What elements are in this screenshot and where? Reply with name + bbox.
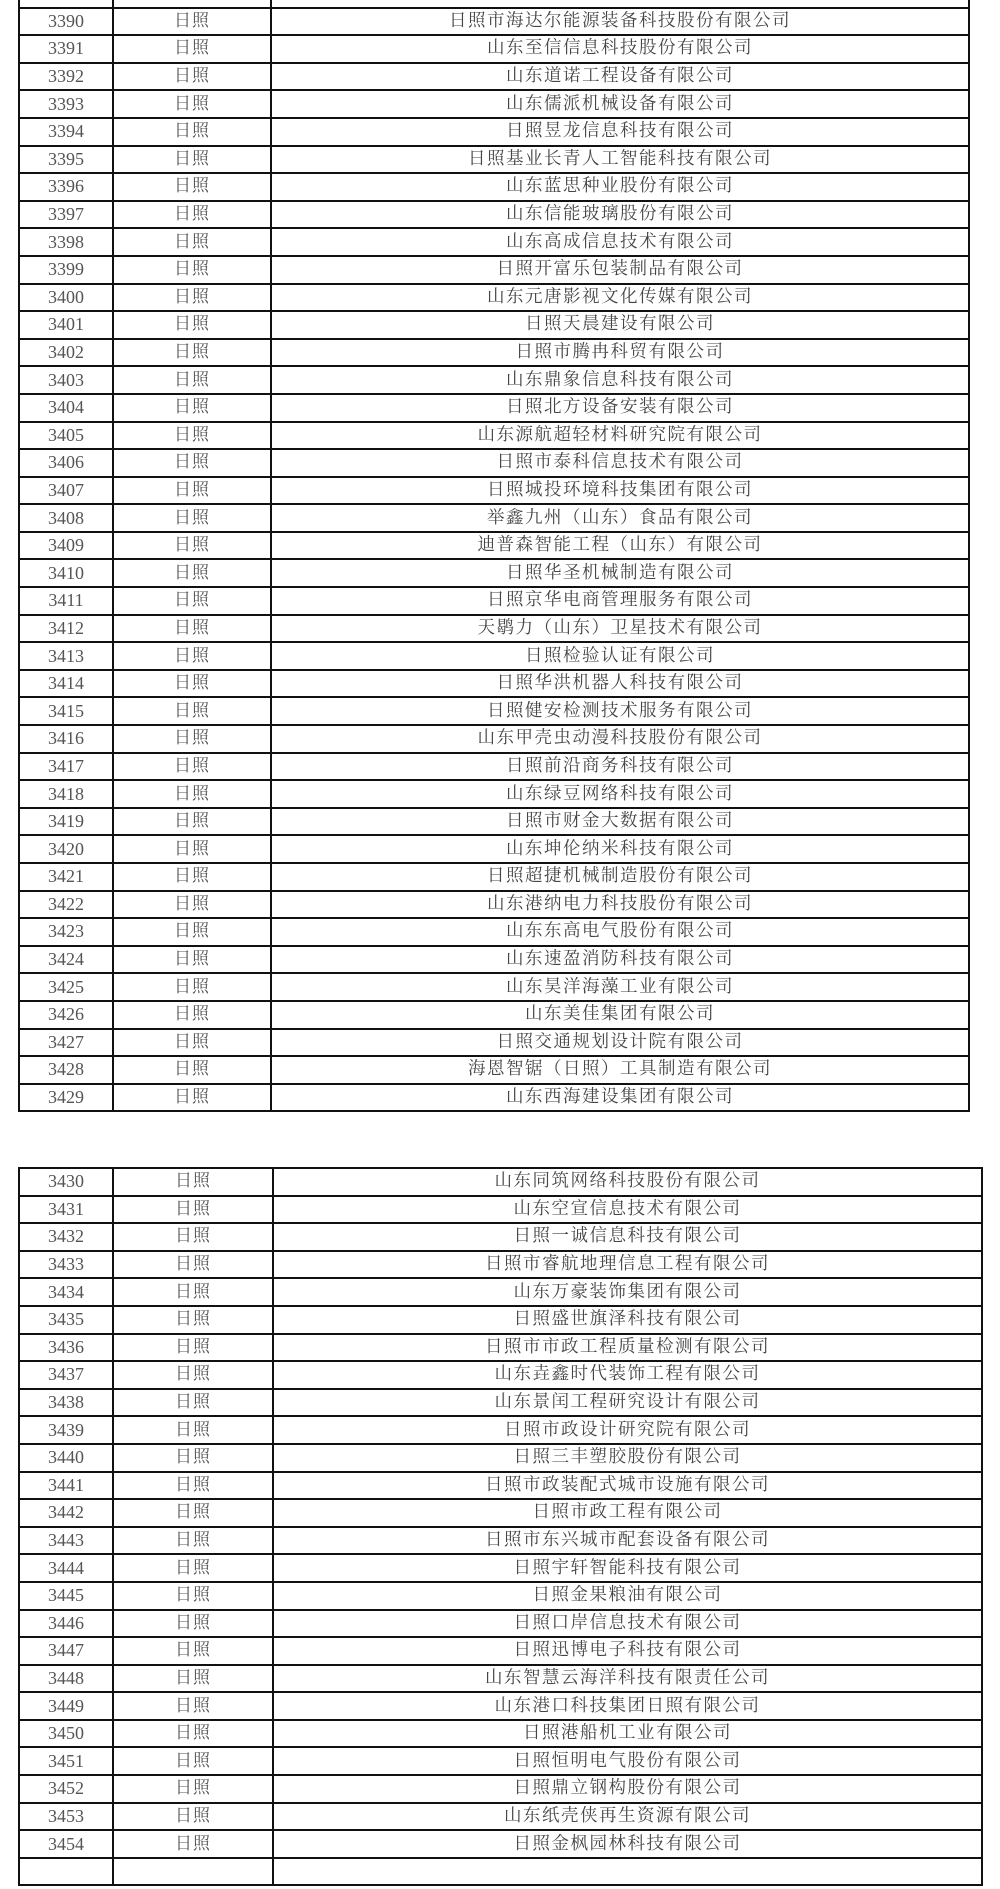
row-city: 日照 [113, 1444, 273, 1472]
row-number: 3438 [19, 1389, 113, 1417]
row-number: 3439 [19, 1416, 113, 1444]
table-row [19, 559, 969, 587]
row-number: 3417 [19, 753, 113, 781]
table-row [19, 1389, 982, 1417]
row-number: 3434 [19, 1278, 113, 1306]
row-company: 山东源航超轻材料研究院有限公司 [271, 422, 969, 450]
row-company: 山东纸壳侠再生资源有限公司 [273, 1803, 982, 1831]
row-city: 日照 [113, 1803, 273, 1831]
row-company: 海恩智锯（日照）工具制造有限公司 [271, 1056, 969, 1084]
row-company: 日照昱龙信息科技有限公司 [271, 118, 969, 146]
row-number: 3411 [19, 587, 113, 615]
row-number: 3405 [19, 422, 113, 450]
row-company: 日照开富乐包装制品有限公司 [271, 256, 969, 284]
row-company [271, 0, 969, 8]
table-row [19, 228, 969, 256]
row-number: 3396 [19, 173, 113, 201]
row-company: 日照健安检测技术服务有限公司 [271, 697, 969, 725]
row-city: 日照 [113, 1056, 271, 1084]
row-city: 日照 [113, 1527, 273, 1555]
table-1-body [19, 0, 969, 1111]
row-company: 山东元唐影视文化传媒有限公司 [271, 284, 969, 312]
row-city: 日照 [113, 63, 271, 91]
table-row [19, 1001, 969, 1029]
table-row [19, 780, 969, 808]
table-row [19, 1251, 982, 1279]
row-number: 3435 [19, 1306, 113, 1334]
row-city: 日照 [113, 697, 271, 725]
row-city: 日照 [113, 1747, 273, 1775]
row-city [113, 0, 271, 8]
row-company: 山东道诺工程设备有限公司 [271, 63, 969, 91]
row-number: 3441 [19, 1472, 113, 1500]
row-number: 3429 [19, 1084, 113, 1112]
table-row [19, 1334, 982, 1362]
row-company: 山东绿豆网络科技有限公司 [271, 780, 969, 808]
row-number: 3422 [19, 891, 113, 919]
row-city: 日照 [113, 1720, 273, 1748]
row-number: 3404 [19, 394, 113, 422]
row-city: 日照 [113, 835, 271, 863]
row-number: 3394 [19, 118, 113, 146]
table-row [19, 1665, 982, 1693]
row-city: 日照 [113, 1306, 273, 1334]
row-number: 3430 [19, 1168, 113, 1196]
row-city: 日照 [113, 1472, 273, 1500]
table-row [19, 90, 969, 118]
row-company: 日照京华电商管理服务有限公司 [271, 587, 969, 615]
row-company: 日照华圣机械制造有限公司 [271, 559, 969, 587]
row-number: 3446 [19, 1610, 113, 1638]
row-company: 日照市市政工程质量检测有限公司 [273, 1334, 982, 1362]
row-number: 3391 [19, 35, 113, 63]
row-city: 日照 [113, 1610, 273, 1638]
row-city: 日照 [113, 35, 271, 63]
row-number: 3436 [19, 1334, 113, 1362]
company-list-table-2 [18, 1167, 983, 1886]
row-company: 日照市政装配式城市设施有限公司 [273, 1472, 982, 1500]
row-company: 山东港纳电力科技股份有限公司 [271, 891, 969, 919]
row-city: 日照 [113, 753, 271, 781]
row-city: 日照 [113, 366, 271, 394]
row-company: 山东儒派机械设备有限公司 [271, 90, 969, 118]
table-row [19, 173, 969, 201]
row-number: 3402 [19, 339, 113, 367]
table-row [19, 284, 969, 312]
table-row [19, 146, 969, 174]
row-city: 日照 [113, 725, 271, 753]
table-row [19, 1416, 982, 1444]
row-company: 日照口岸信息技术有限公司 [273, 1610, 982, 1638]
row-number: 3412 [19, 615, 113, 643]
row-company: 天鹖力（山东）卫星技术有限公司 [271, 615, 969, 643]
row-number: 3403 [19, 366, 113, 394]
row-number: 3428 [19, 1056, 113, 1084]
row-company: 山东空宣信息技术有限公司 [273, 1196, 982, 1224]
row-company: 日照宇轩智能科技有限公司 [273, 1554, 982, 1582]
table-row [19, 1472, 982, 1500]
table-2-body [19, 1168, 982, 1885]
row-company: 日照市财金大数据有限公司 [271, 808, 969, 836]
row-city: 日照 [113, 1278, 273, 1306]
row-city: 日照 [113, 118, 271, 146]
row-company: 日照金枫园林科技有限公司 [273, 1830, 982, 1858]
row-number: 3416 [19, 725, 113, 753]
row-number: 3418 [19, 780, 113, 808]
table-row [19, 1444, 982, 1472]
row-number: 3427 [19, 1029, 113, 1057]
row-company: 山东同筑网络科技股份有限公司 [273, 1168, 982, 1196]
row-number: 3414 [19, 670, 113, 698]
table-row [19, 670, 969, 698]
row-city: 日照 [113, 477, 271, 505]
row-number [19, 0, 113, 8]
row-company: 日照前沿商务科技有限公司 [271, 753, 969, 781]
row-city: 日照 [113, 228, 271, 256]
table-row [19, 642, 969, 670]
row-city: 日照 [113, 201, 271, 229]
row-city: 日照 [113, 1361, 273, 1389]
row-city: 日照 [113, 642, 271, 670]
row-city: 日照 [113, 918, 271, 946]
row-number: 3440 [19, 1444, 113, 1472]
row-number: 3433 [19, 1251, 113, 1279]
row-number: 3448 [19, 1665, 113, 1693]
row-city: 日照 [113, 1637, 273, 1665]
row-company: 日照基业长青人工智能科技有限公司 [271, 146, 969, 174]
row-company: 山东西海建设集团有限公司 [271, 1084, 969, 1112]
row-company: 山东万豪装饰集团有限公司 [273, 1278, 982, 1306]
row-company: 山东高成信息技术有限公司 [271, 228, 969, 256]
table-row [19, 477, 969, 505]
table-row [19, 863, 969, 891]
row-city: 日照 [113, 1416, 273, 1444]
table-row [19, 1029, 969, 1057]
row-city: 日照 [113, 90, 271, 118]
table-row [19, 256, 969, 284]
table-row [19, 1196, 982, 1224]
row-city: 日照 [113, 1334, 273, 1362]
row-city: 日照 [113, 1251, 273, 1279]
row-number: 3395 [19, 146, 113, 174]
row-company: 山东昊洋海藻工业有限公司 [271, 973, 969, 1001]
table-row [19, 1361, 982, 1389]
row-number [19, 1858, 113, 1886]
table-row [19, 1803, 982, 1831]
table-row [19, 8, 969, 36]
table-row [19, 1637, 982, 1665]
table-row [19, 339, 969, 367]
row-number: 3454 [19, 1830, 113, 1858]
row-number: 3399 [19, 256, 113, 284]
row-number: 3409 [19, 532, 113, 560]
table-row [19, 63, 969, 91]
row-company: 日照金果粮油有限公司 [273, 1582, 982, 1610]
row-city: 日照 [113, 587, 271, 615]
row-city: 日照 [113, 1665, 273, 1693]
row-number: 3408 [19, 504, 113, 532]
row-city: 日照 [113, 1830, 273, 1858]
row-city: 日照 [113, 1029, 271, 1057]
row-company: 日照三丰塑胶股份有限公司 [273, 1444, 982, 1472]
row-number: 3390 [19, 8, 113, 36]
row-number: 3397 [19, 201, 113, 229]
row-number: 3420 [19, 835, 113, 863]
row-company: 山东港口科技集团日照有限公司 [273, 1692, 982, 1720]
row-city: 日照 [113, 422, 271, 450]
row-company: 山东东高电气股份有限公司 [271, 918, 969, 946]
row-city: 日照 [113, 615, 271, 643]
row-number: 3415 [19, 697, 113, 725]
row-city: 日照 [113, 1223, 273, 1251]
table-row [19, 753, 969, 781]
row-company: 日照市海达尔能源装备科技股份有限公司 [271, 8, 969, 36]
row-city: 日照 [113, 1389, 273, 1417]
row-company: 山东蓝思种业股份有限公司 [271, 173, 969, 201]
table-row [19, 973, 969, 1001]
table-row-partial-top [19, 0, 969, 8]
row-company: 日照市睿航地理信息工程有限公司 [273, 1251, 982, 1279]
row-number: 3442 [19, 1499, 113, 1527]
table-row [19, 1775, 982, 1803]
row-city: 日照 [113, 1168, 273, 1196]
row-number: 3425 [19, 973, 113, 1001]
row-city: 日照 [113, 394, 271, 422]
row-company: 迪普森智能工程（山东）有限公司 [271, 532, 969, 560]
row-company: 山东至信信息科技股份有限公司 [271, 35, 969, 63]
row-number: 3432 [19, 1223, 113, 1251]
row-number: 3447 [19, 1637, 113, 1665]
row-company: 日照市东兴城市配套设备有限公司 [273, 1527, 982, 1555]
row-city: 日照 [113, 780, 271, 808]
row-company: 山东智慧云海洋科技有限责任公司 [273, 1665, 982, 1693]
table-row [19, 532, 969, 560]
table-row [19, 946, 969, 974]
row-number: 3426 [19, 1001, 113, 1029]
row-number: 3452 [19, 1775, 113, 1803]
table-row [19, 918, 969, 946]
row-company: 日照市泰科信息技术有限公司 [271, 449, 969, 477]
table-row [19, 1056, 969, 1084]
row-number: 3444 [19, 1554, 113, 1582]
row-city: 日照 [113, 1084, 271, 1112]
row-company: 日照交通规划设计院有限公司 [271, 1029, 969, 1057]
row-number: 3424 [19, 946, 113, 974]
table-row [19, 504, 969, 532]
row-company: 日照天晨建设有限公司 [271, 311, 969, 339]
table-row [19, 697, 969, 725]
row-number: 3445 [19, 1582, 113, 1610]
row-city: 日照 [113, 311, 271, 339]
row-company: 山东垚鑫时代装饰工程有限公司 [273, 1361, 982, 1389]
row-number: 3407 [19, 477, 113, 505]
row-city: 日照 [113, 670, 271, 698]
row-city: 日照 [113, 284, 271, 312]
row-company: 日照迅博电子科技有限公司 [273, 1637, 982, 1665]
table-row [19, 394, 969, 422]
row-city: 日照 [113, 532, 271, 560]
row-company: 日照一诚信息科技有限公司 [273, 1223, 982, 1251]
table-row [19, 808, 969, 836]
row-company: 日照港船机工业有限公司 [273, 1720, 982, 1748]
table-row [19, 1527, 982, 1555]
row-number: 3410 [19, 559, 113, 587]
row-number: 3419 [19, 808, 113, 836]
row-number: 3413 [19, 642, 113, 670]
row-city: 日照 [113, 173, 271, 201]
table-row [19, 835, 969, 863]
row-number: 3406 [19, 449, 113, 477]
table-row [19, 1084, 969, 1112]
row-company [273, 1858, 982, 1886]
table-row [19, 366, 969, 394]
table-row [19, 725, 969, 753]
row-city: 日照 [113, 339, 271, 367]
table-row [19, 1168, 982, 1196]
row-number: 3401 [19, 311, 113, 339]
table-row [19, 1306, 982, 1334]
row-company: 日照城投环境科技集团有限公司 [271, 477, 969, 505]
row-city: 日照 [113, 973, 271, 1001]
table-row [19, 1720, 982, 1748]
table-row [19, 311, 969, 339]
row-city: 日照 [113, 1582, 273, 1610]
row-city: 日照 [113, 1554, 273, 1582]
table-row [19, 1554, 982, 1582]
row-company: 举鑫九州（山东）食品有限公司 [271, 504, 969, 532]
table-row [19, 422, 969, 450]
row-number: 3443 [19, 1527, 113, 1555]
table-row [19, 1692, 982, 1720]
row-company: 山东坤伦纳米科技有限公司 [271, 835, 969, 863]
row-city: 日照 [113, 449, 271, 477]
table-row-partial-bottom [19, 1858, 982, 1886]
row-number: 3453 [19, 1803, 113, 1831]
row-city: 日照 [113, 863, 271, 891]
table-row [19, 1278, 982, 1306]
row-number: 3423 [19, 918, 113, 946]
table-row [19, 587, 969, 615]
table-row [19, 1610, 982, 1638]
row-city: 日照 [113, 946, 271, 974]
table-row [19, 1830, 982, 1858]
table-row [19, 201, 969, 229]
company-list-table-1 [18, 0, 970, 1112]
table-row [19, 615, 969, 643]
row-company: 日照华洪机器人科技有限公司 [271, 670, 969, 698]
row-city: 日照 [113, 8, 271, 36]
row-number: 3437 [19, 1361, 113, 1389]
row-number: 3450 [19, 1720, 113, 1748]
row-city [113, 1858, 273, 1886]
table-row [19, 1747, 982, 1775]
row-company: 日照北方设备安装有限公司 [271, 394, 969, 422]
table-row [19, 1223, 982, 1251]
row-company: 日照市腾冉科贸有限公司 [271, 339, 969, 367]
table-row [19, 118, 969, 146]
row-company: 山东景闰工程研究设计有限公司 [273, 1389, 982, 1417]
row-company: 日照盛世旗泽科技有限公司 [273, 1306, 982, 1334]
row-company: 山东信能玻璃股份有限公司 [271, 201, 969, 229]
row-number: 3451 [19, 1747, 113, 1775]
row-company: 山东速盈消防科技有限公司 [271, 946, 969, 974]
row-number: 3431 [19, 1196, 113, 1224]
row-number: 3392 [19, 63, 113, 91]
table-row [19, 891, 969, 919]
row-number: 3421 [19, 863, 113, 891]
row-city: 日照 [113, 891, 271, 919]
table-row [19, 1499, 982, 1527]
row-city: 日照 [113, 504, 271, 532]
row-company: 日照检验认证有限公司 [271, 642, 969, 670]
row-company: 日照市政设计研究院有限公司 [273, 1416, 982, 1444]
row-company: 山东甲壳虫动漫科技股份有限公司 [271, 725, 969, 753]
row-company: 日照恒明电气股份有限公司 [273, 1747, 982, 1775]
table-row [19, 35, 969, 63]
row-city: 日照 [113, 1692, 273, 1720]
row-city: 日照 [113, 1499, 273, 1527]
row-number: 3449 [19, 1692, 113, 1720]
row-company: 日照超捷机械制造股份有限公司 [271, 863, 969, 891]
row-company: 山东鼎象信息科技有限公司 [271, 366, 969, 394]
row-number: 3393 [19, 90, 113, 118]
row-city: 日照 [113, 1775, 273, 1803]
table-row [19, 1582, 982, 1610]
row-city: 日照 [113, 808, 271, 836]
row-city: 日照 [113, 1196, 273, 1224]
row-company: 日照鼎立钢构股份有限公司 [273, 1775, 982, 1803]
row-company: 山东美佳集团有限公司 [271, 1001, 969, 1029]
row-number: 3398 [19, 228, 113, 256]
row-city: 日照 [113, 1001, 271, 1029]
row-city: 日照 [113, 146, 271, 174]
row-city: 日照 [113, 256, 271, 284]
row-company: 日照市政工程有限公司 [273, 1499, 982, 1527]
table-row [19, 449, 969, 477]
row-number: 3400 [19, 284, 113, 312]
row-city: 日照 [113, 559, 271, 587]
